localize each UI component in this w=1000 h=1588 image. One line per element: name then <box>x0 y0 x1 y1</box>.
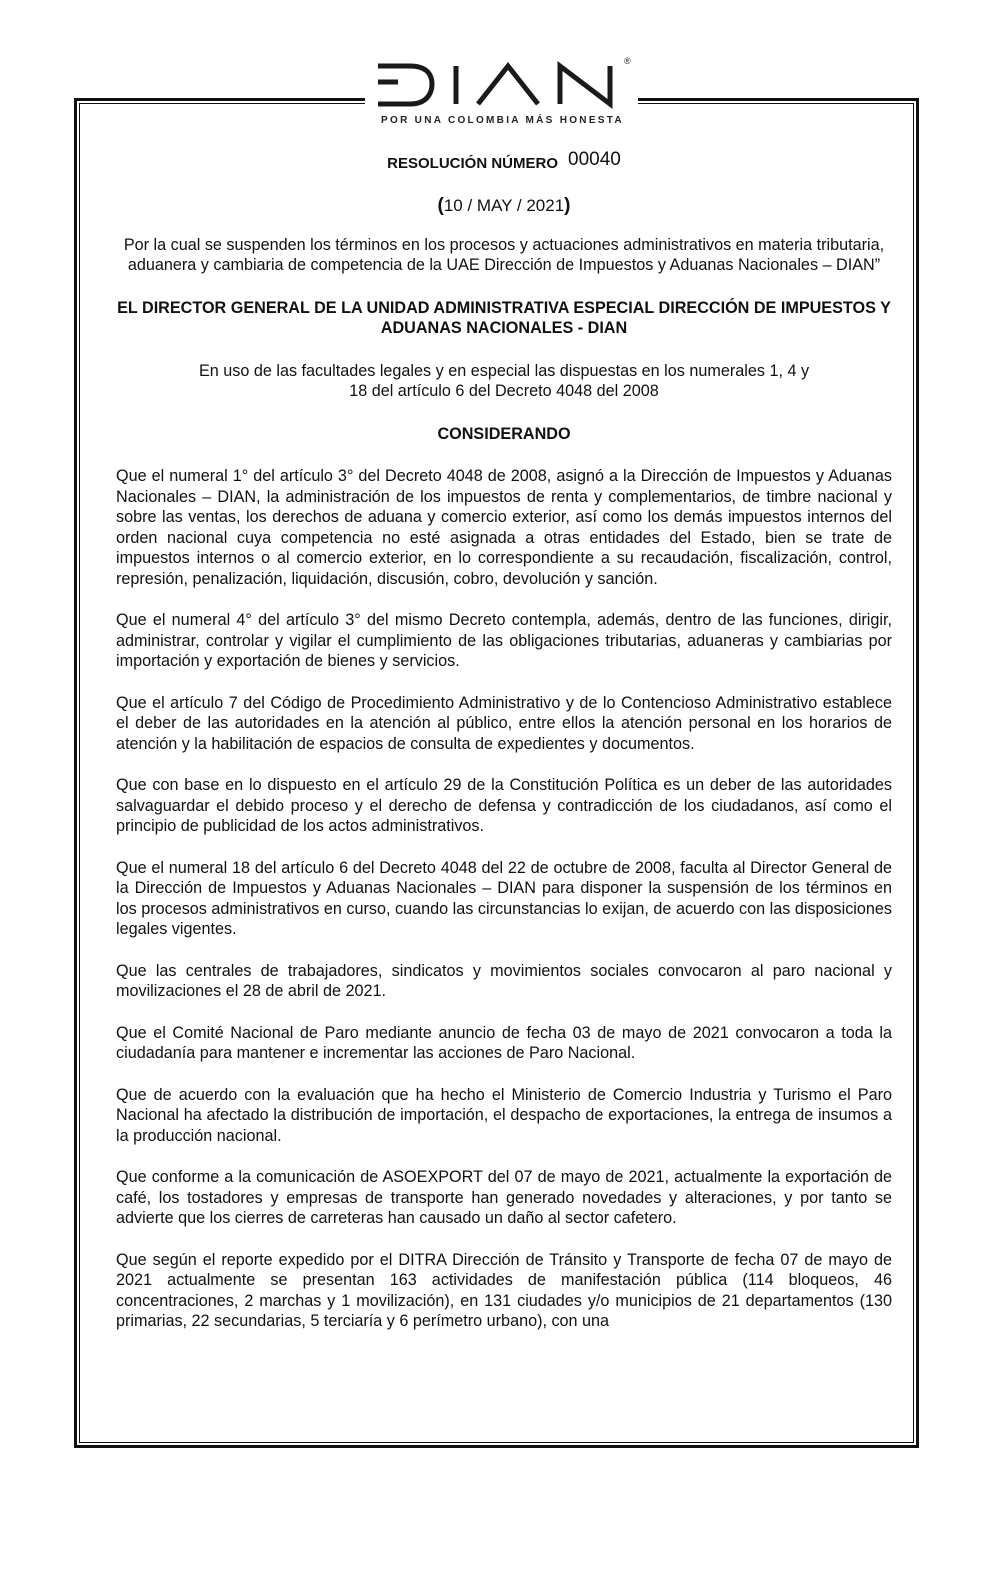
date-open-paren: ( <box>437 195 444 216</box>
resolution-date <box>116 196 892 217</box>
dian-logo-graphic <box>370 52 635 112</box>
resolution-date-value: 10 / MAY / 2021 <box>443 196 565 215</box>
logo-tagline: POR UNA COLOMBIA MÁS HONESTA <box>381 115 624 126</box>
issuing-authority: EL DIRECTOR GENERAL DE LA UNIDAD ADMINISTRATIVA ESPECIAL DIRECCIÓN DE IMPUESTOS Y ADUANAS NACIONALES - DIAN <box>117 298 891 337</box>
resolution-subject: Por la cual se suspenden los términos en los procesos y actuaciones administrativos en materia tributaria, aduanera y cambiaria de competencia de la UAE Dirección de Impuestos y Aduanas Nacionales – DIAN” <box>123 235 885 274</box>
document-body <box>116 150 892 1353</box>
resolution-number: 00040 <box>568 149 621 170</box>
considering-paragraph: Que de acuerdo con la evaluación que ha hecho el Ministerio de Comercio Industria y Turismo el Paro Nacional ha afectado la distribución de importación, el despacho de exportaciones, la entrega de insumos a la producción nacional. <box>116 1085 892 1145</box>
considering-paragraph: Que el numeral 4° del artículo 3° del mismo Decreto contempla, además, dentro de las funciones, dirigir, administrar, controlar y vigilar el cumplimiento de las obligaciones tributarias, aduaneras y cambiarias por importación y exportación de bienes y servicios. <box>116 611 892 670</box>
considering-paragraph: Que el Comité Nacional de Paro mediante anuncio de fecha 03 de mayo de 2021 convocaron a toda la ciudadanía para mantener e incrementar las acciones de Paro Nacional. <box>116 1023 892 1062</box>
registered-mark: ® <box>624 56 631 66</box>
considering-heading: CONSIDERANDO <box>437 424 571 443</box>
considering-paragraph: Que el numeral 1° del artículo 3° del Decreto 4048 de 2008, asignó a la Dirección de Impuestos y Aduanas Nacionales – DIAN, la administración de los impuestos de renta y complementarios, de timbre nacional y sobre las ventas, los derechos de aduana y comercio exterior, así como los demás impuestos internos del orden nacional cuya competencia no esté asignada a otras entidades del Estado, bien se trate de impuestos internos o al comercio exterior, en lo correspondiente a su recaudación, fiscalización, control, represión, penalización, liquidación, discusión, cobro, devolución y sanción. <box>116 467 892 588</box>
considering-paragraph: Que conforme a la comunicación de ASOEXPORT del 07 de mayo de 2021, actualmente la exportación de café, los tostadores y empresas de transporte han generado novedades y alteraciones, y por tanto se advierte que los cierres de carreteras han causado un daño al sector cafetero. <box>116 1168 892 1227</box>
considering-paragraph: Que según el reporte expedido por el DITRA Dirección de Tránsito y Transporte de fecha 07 de mayo de 2021 actualmente se presentan 163 actividades de manifestación pública (114 bloqueos, 46 concentraciones, 2 marchas y 1 movilización), en 131 ciudades y/o municipios de 21 departamentos (130 primarias, 22 secundarias, 5 terciaría y 6 perímetro urbano), con una <box>116 1250 892 1330</box>
considering-paragraph: Que con base en lo dispuesto en el artículo 29 de la Constitución Política es un deber de las autoridades salvaguardar el debido proceso y el derecho de defensa y contradicción de los ciudadanos, así como el principio de publicidad de los actos administrativos. <box>116 776 892 835</box>
legal-powers-line-2: 18 del artículo 6 del Decreto 4048 del 2008 <box>349 382 659 400</box>
legal-powers <box>116 361 892 402</box>
considering-paragraph: Que las centrales de trabajadores, sindicatos y movimientos sociales convocaron al paro nacional y movilizaciones el 28 de abril de 2021. <box>116 961 892 1000</box>
resolution-heading <box>116 150 892 190</box>
resolution-label: RESOLUCIÓN NÚMERO <box>387 155 558 172</box>
legal-powers-line-1: En uso de las facultades legales y en especial las dispuestas en los numerales 1, 4 y <box>198 361 810 380</box>
date-close-paren: ) <box>564 195 571 216</box>
considering-paragraph: Que el artículo 7 del Código de Procedimiento Administrativo y de lo Contencioso Administrativo establece el deber de las autoridades en la atención al público, entre ellos la atención personal en los horarios de atención y la habilitación de espacios de consulta de expedientes y documentos. <box>116 693 892 753</box>
considering-paragraph: Que el numeral 18 del artículo 6 del Decreto 4048 del 22 de octubre de 2008, faculta al Director General de la Dirección de Impuestos y Aduanas Nacionales – DIAN para disponer la suspensión de los términos en los procesos administrativos en curso, cuando las circunstancias lo exijan, de acuerdo con las disposiciones legales vigentes. <box>116 858 892 938</box>
